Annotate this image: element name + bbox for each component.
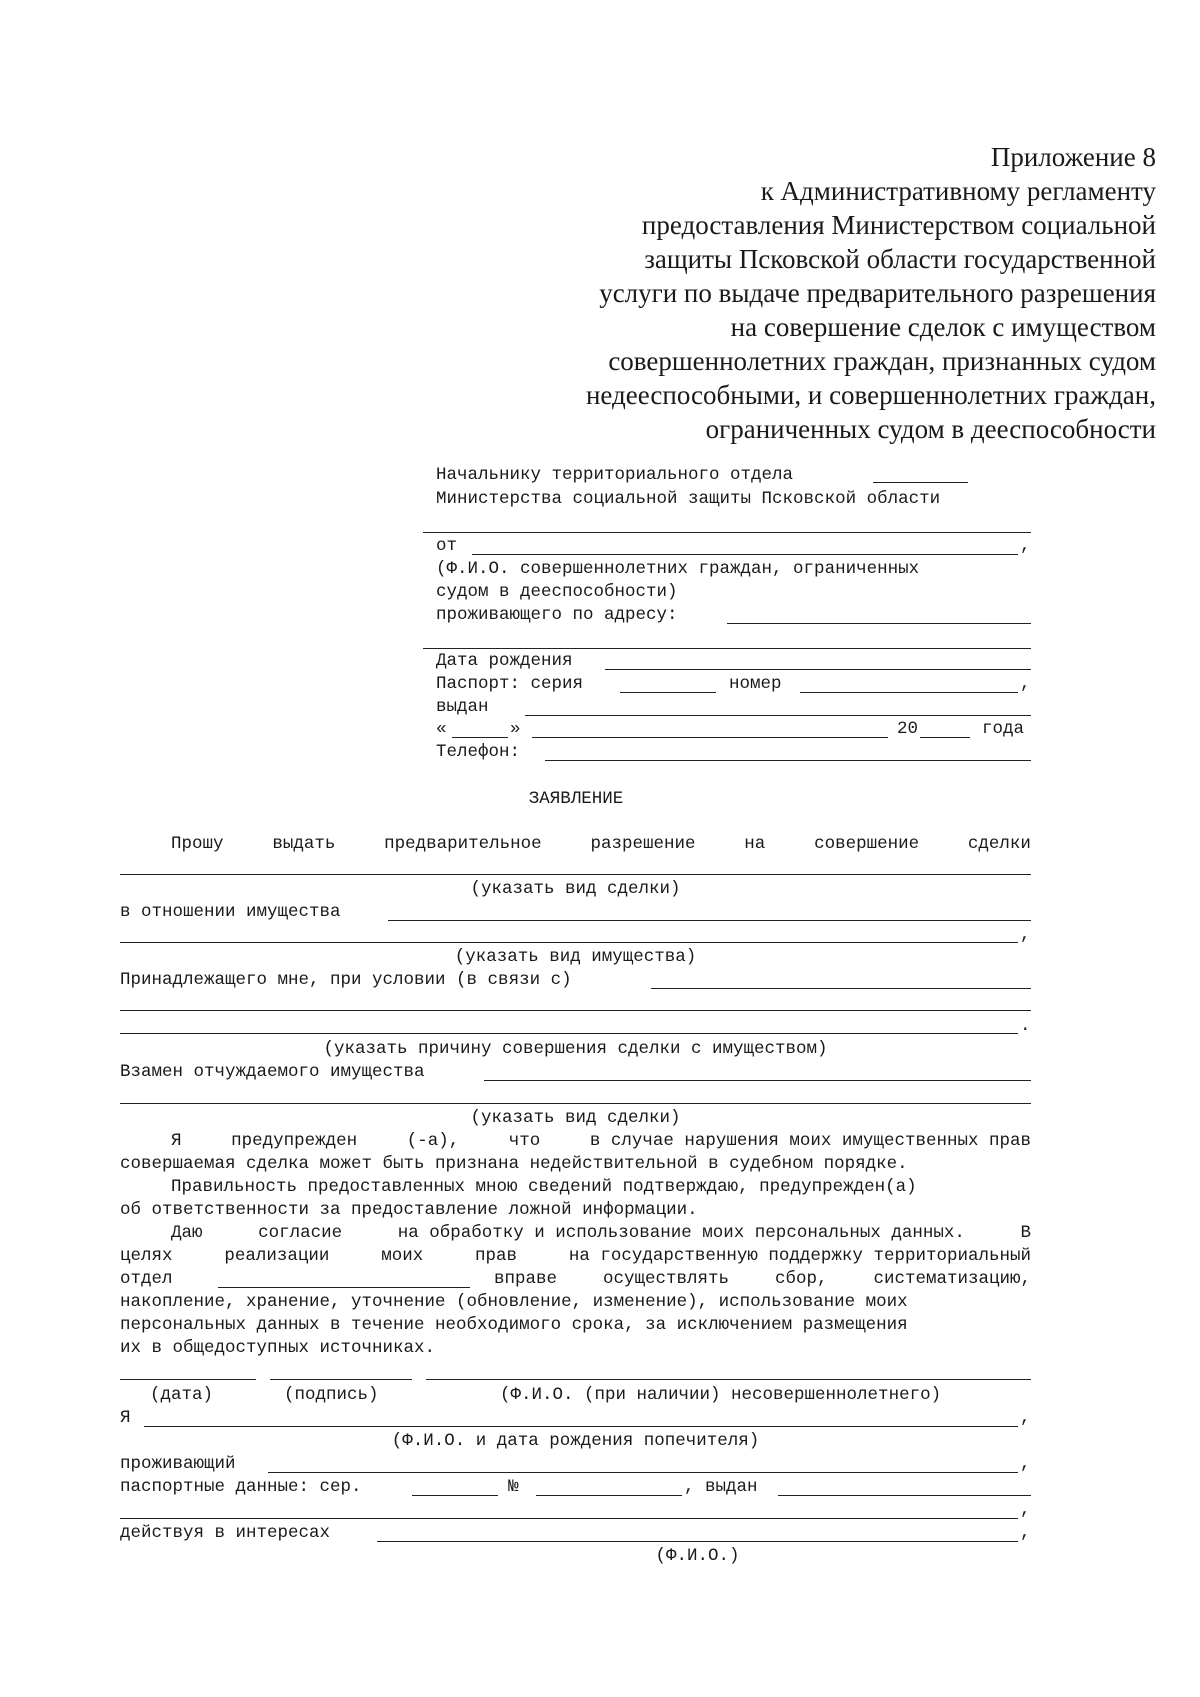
passport-number-label: номер <box>729 674 782 694</box>
comma: , <box>1020 1454 1031 1474</box>
issued-label: выдан <box>436 697 489 717</box>
text-fragment: моих <box>381 1246 424 1266</box>
header-line: совершеннолетних граждан, признанных судом <box>608 346 1156 376</box>
reason-field[interactable] <box>651 988 1031 989</box>
request-word: разрешение <box>590 834 696 854</box>
date-hint: (дата) <box>150 1385 214 1405</box>
minor-name-field[interactable] <box>426 1379 1031 1380</box>
request-word: Прошу <box>171 834 224 854</box>
exchange-field[interactable] <box>484 1080 1031 1081</box>
reason-field-2[interactable] <box>120 1010 1031 1011</box>
guardian-hint: (Ф.И.О. и дата рождения попечителя) <box>391 1431 760 1451</box>
ward-name-hint: (Ф.И.О.) <box>655 1546 740 1566</box>
appendix-header <box>396 140 1156 446</box>
addressee-line-1: Начальнику территориального отдела <box>436 465 794 485</box>
paragraph-line <box>171 1222 1031 1244</box>
department-field-2[interactable] <box>218 1287 470 1288</box>
text-fragment: в случае нарушения моих имущественных прав <box>589 1131 1031 1151</box>
comma: , <box>1020 1408 1031 1428</box>
guardian-issued-label: , выдан <box>684 1477 758 1497</box>
dob-label: Дата рождения <box>436 651 573 671</box>
text-fragment: В <box>1020 1223 1031 1243</box>
paragraph-line: совершаемая сделка может быть признана недействительной в судебном порядке. <box>120 1154 908 1174</box>
signature-field[interactable] <box>270 1379 412 1380</box>
header-line: на совершение сделок с имуществом <box>730 312 1156 342</box>
address-label: проживающего по адресу: <box>436 605 678 625</box>
text-fragment: (-а), <box>406 1131 460 1151</box>
property-field-2[interactable] <box>120 942 1018 943</box>
property-field[interactable] <box>388 920 1031 921</box>
text-fragment: на обработку и использование моих персональных данных. <box>397 1223 965 1243</box>
paragraph-line: об ответственности за предоставление ложной информации. <box>120 1200 698 1220</box>
text-fragment: прав <box>475 1246 518 1266</box>
blank-line-field[interactable] <box>423 532 1031 533</box>
comma: , <box>1020 925 1031 945</box>
period: . <box>1020 1016 1031 1036</box>
ya-label: Я <box>120 1408 131 1428</box>
phone-field[interactable] <box>545 760 1031 761</box>
document-title: ЗАЯВЛЕНИЕ <box>528 789 624 809</box>
request-word: выдать <box>272 834 336 854</box>
request-word: сделки <box>967 834 1031 854</box>
year-suffix: года <box>982 719 1025 739</box>
text-fragment: Я <box>171 1131 182 1151</box>
text-fragment: реализации <box>224 1246 330 1266</box>
deal-type-hint: (указать вид сделки) <box>470 879 681 899</box>
acting-label: действуя в интересах <box>120 1523 331 1543</box>
text-fragment: осуществлять <box>602 1269 730 1289</box>
exchange-field-2[interactable] <box>120 1103 1031 1104</box>
text-fragment: вправе <box>494 1269 558 1289</box>
paragraph-line <box>494 1268 1031 1290</box>
phone-label: Телефон: <box>436 742 521 762</box>
request-word: совершение <box>814 834 920 854</box>
text-fragment: отдел <box>120 1269 173 1289</box>
request-word: на <box>744 834 766 854</box>
guardian-passport-label: паспортные данные: сер. <box>120 1477 362 1497</box>
living-field[interactable] <box>268 1472 1018 1473</box>
header-line: предоставления Министерством социальной <box>641 210 1156 240</box>
issue-year-field[interactable] <box>920 737 970 738</box>
address-field-2[interactable] <box>423 648 1031 649</box>
guardian-series-field[interactable] <box>412 1495 498 1496</box>
from-hint-2: судом в дееспособности) <box>436 582 678 602</box>
comma: , <box>1020 1523 1031 1543</box>
issue-day-field[interactable] <box>452 737 508 738</box>
name-hint: (Ф.И.О. (при наличии) несовершеннолетнего) <box>500 1385 942 1405</box>
passport-series-field[interactable] <box>620 692 716 693</box>
quote-close: » <box>510 719 521 739</box>
request-word: предварительное <box>384 834 542 854</box>
text-fragment: согласие <box>258 1223 343 1243</box>
living-label: проживающий <box>120 1454 236 1474</box>
from-hint-1: (Ф.И.О. совершеннолетних граждан, ограниченных <box>436 559 920 579</box>
address-field[interactable] <box>727 623 1031 624</box>
paragraph-line: их в общедоступных источниках. <box>120 1338 436 1358</box>
paragraph-line: Правильность предоставленных мною сведений подтверждаю, предупрежден(а) <box>171 1177 917 1197</box>
text-fragment: что <box>508 1131 541 1151</box>
header-line: ограниченных судом в дееспособности <box>705 414 1156 444</box>
header-line: защиты Псковской области государственной <box>644 244 1156 274</box>
reason-field-3[interactable] <box>120 1033 1018 1034</box>
comma: , <box>1020 674 1031 694</box>
comma: , <box>1020 1500 1031 1520</box>
property-label: в отношении имущества <box>120 902 341 922</box>
from-label: от <box>436 536 458 556</box>
passport-label: Паспорт: серия <box>436 674 584 694</box>
text-fragment: систематизацию, <box>873 1269 1031 1289</box>
deal-type-field[interactable] <box>120 874 1031 875</box>
department-field[interactable] <box>873 482 968 483</box>
addressee-line-2: Министерства социальной защиты Псковской области <box>436 489 941 509</box>
signature-hint: (подпись) <box>284 1385 379 1405</box>
dob-field[interactable] <box>605 669 1031 670</box>
header-line: недееспособными, и совершеннолетних граждан, <box>585 380 1156 410</box>
header-line: к Административному регламенту <box>760 176 1156 206</box>
text-fragment: предупрежден <box>231 1131 358 1151</box>
passport-number-field[interactable] <box>800 692 1018 693</box>
paragraph-line: накопление, хранение, уточнение (обновление, изменение), использование моих <box>120 1292 908 1312</box>
year-prefix: 20 <box>897 719 919 739</box>
property-hint: (указать вид имущества) <box>454 947 697 967</box>
exchange-hint: (указать вид сделки) <box>470 1108 681 1128</box>
guardian-number-field[interactable] <box>536 1495 682 1496</box>
header-line: услуги по выдаче предварительного разрешения <box>599 278 1156 308</box>
guardian-issued-field-2[interactable] <box>120 1518 1018 1519</box>
guardian-issued-field[interactable] <box>778 1495 1031 1496</box>
number-sign: № <box>508 1477 519 1497</box>
issued-by-field[interactable] <box>525 715 1031 716</box>
text-fragment: на государственную поддержку территориальный <box>568 1246 1031 1266</box>
header-line: Приложение 8 <box>990 142 1156 172</box>
text-fragment: сбор, <box>774 1269 828 1289</box>
paragraph-line <box>171 1130 1031 1152</box>
issue-month-field[interactable] <box>532 737 888 738</box>
paragraph-line <box>120 1245 1031 1267</box>
request-line <box>171 833 1031 855</box>
text-fragment: Даю <box>171 1223 203 1243</box>
paragraph-line: персональных данных в течение необходимого срока, за исключением размещения <box>120 1315 908 1335</box>
guardian-name-field[interactable] <box>144 1426 1018 1427</box>
text-fragment: целях <box>120 1246 173 1266</box>
belonging-label: Принадлежащего мне, при условии (в связи с) <box>120 970 572 990</box>
applicant-name-field[interactable] <box>472 554 1018 555</box>
quote-open: « <box>436 719 447 739</box>
exchange-label: Взамен отчуждаемого имущества <box>120 1062 425 1082</box>
comma: , <box>1020 536 1031 556</box>
reason-hint: (указать причину совершения сделки с имуществом) <box>323 1039 828 1059</box>
ward-name-field[interactable] <box>377 1541 1018 1542</box>
date-field[interactable] <box>120 1379 256 1380</box>
